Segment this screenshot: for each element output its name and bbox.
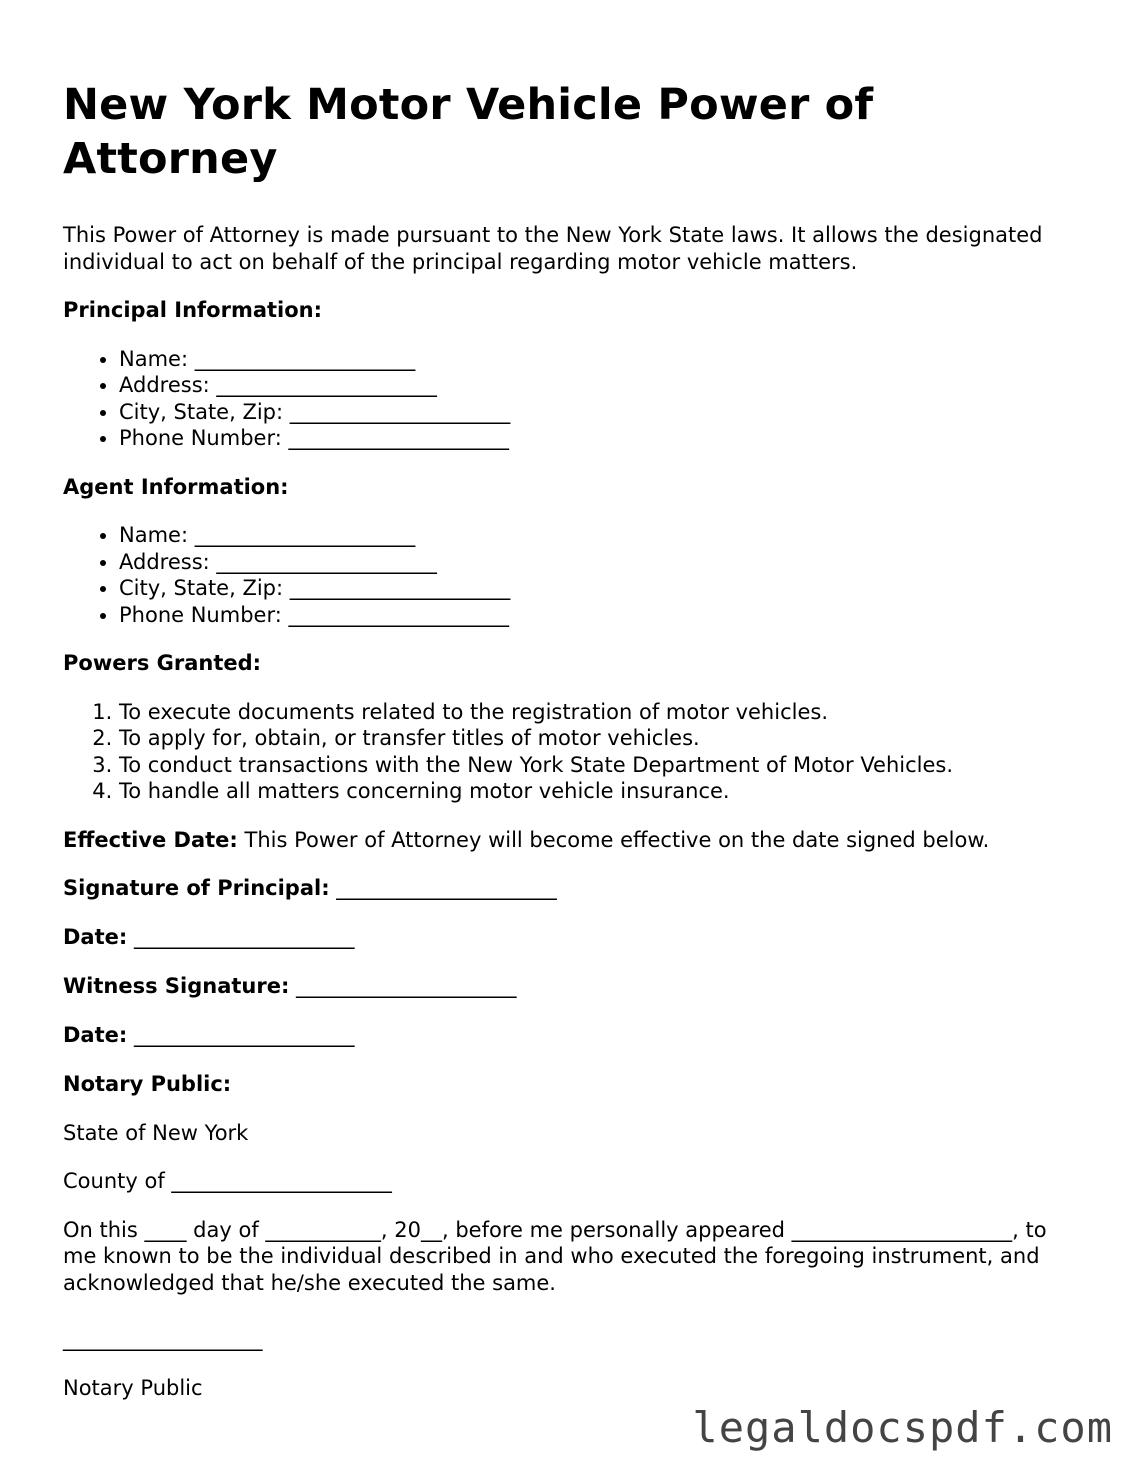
powers-heading: Powers Granted:	[63, 651, 262, 675]
power-item: 4. To handle all matters concerning motor vehicle insurance.	[119, 778, 1083, 805]
witness-date-line	[63, 1022, 1083, 1049]
document-title: New York Motor Vehicle Power of Attorney	[63, 80, 874, 184]
power-item: 2. To apply for, obtain, or transfer titles of motor vehicles.	[119, 725, 1083, 752]
effective-date-text: This Power of Attorney will become effective on the date signed below.	[237, 827, 990, 852]
witness-date-blank: _____________________	[127, 1023, 355, 1047]
witness-signature-blank: _____________________	[289, 974, 517, 998]
principal-signature-blank: _____________________	[329, 876, 557, 900]
principal-city-state-zip-field: • City, State, Zip: _____________________	[119, 399, 1083, 426]
notary-state: State of New York	[63, 1120, 249, 1145]
principal-name-field: • Name: _____________________	[119, 346, 1083, 373]
intro-paragraph: This Power of Attorney is made pursuant to the New York State laws. It allows the designated individual to act on behalf of the principal regarding motor vehicle matters.	[63, 223, 1043, 274]
principal-info-list	[63, 346, 1083, 452]
agent-phone-field: • Phone Number: _____________________	[119, 602, 1083, 629]
principal-phone-field: • Phone Number: _____________________	[119, 425, 1083, 452]
principal-heading: Principal Information:	[63, 298, 323, 322]
power-item: 1. To execute documents related to the registration of motor vehicles.	[119, 699, 1083, 726]
site-watermark: legaldocspdf.com	[692, 1403, 1113, 1452]
agent-name-field: • Name: _____________________	[119, 522, 1083, 549]
power-item: 3. To conduct transactions with the New York State Department of Motor Vehicles.	[119, 752, 1083, 779]
agent-address-field: • Address: _____________________	[119, 549, 1083, 576]
principal-signature-line	[63, 875, 1083, 902]
powers-list	[63, 699, 1083, 805]
principal-signature-label: Signature of Principal:	[63, 876, 330, 900]
principal-date-label: Date:	[63, 925, 128, 949]
witness-date-label: Date:	[63, 1023, 128, 1047]
witness-signature-line	[63, 973, 1083, 1000]
notary-signature-label: Notary Public	[63, 1375, 203, 1400]
notary-county: County of _____________________	[63, 1169, 392, 1193]
effective-date-label: Effective Date:	[63, 827, 238, 852]
document-page	[63, 78, 1083, 1423]
principal-date-blank: _____________________	[127, 925, 355, 949]
effective-date-paragraph	[63, 827, 1083, 854]
agent-city-state-zip-field: • City, State, Zip: _____________________	[119, 575, 1083, 602]
principal-address-field: • Address: _____________________	[119, 372, 1083, 399]
agent-info-list	[63, 522, 1083, 628]
agent-heading: Agent Information:	[63, 474, 289, 499]
notary-heading: Notary Public:	[63, 1072, 232, 1096]
principal-date-line	[63, 924, 1083, 951]
notary-signature-line: ___________________	[63, 1327, 263, 1351]
notary-acknowledgment: On this ____ day of ___________, 20__, before me personally appeared _____________________, to me known to be the individual described in and who executed the foregoing instrument, and acknowledged that he/she executed the same.	[63, 1217, 1047, 1295]
witness-signature-label: Witness Signature:	[63, 974, 290, 998]
